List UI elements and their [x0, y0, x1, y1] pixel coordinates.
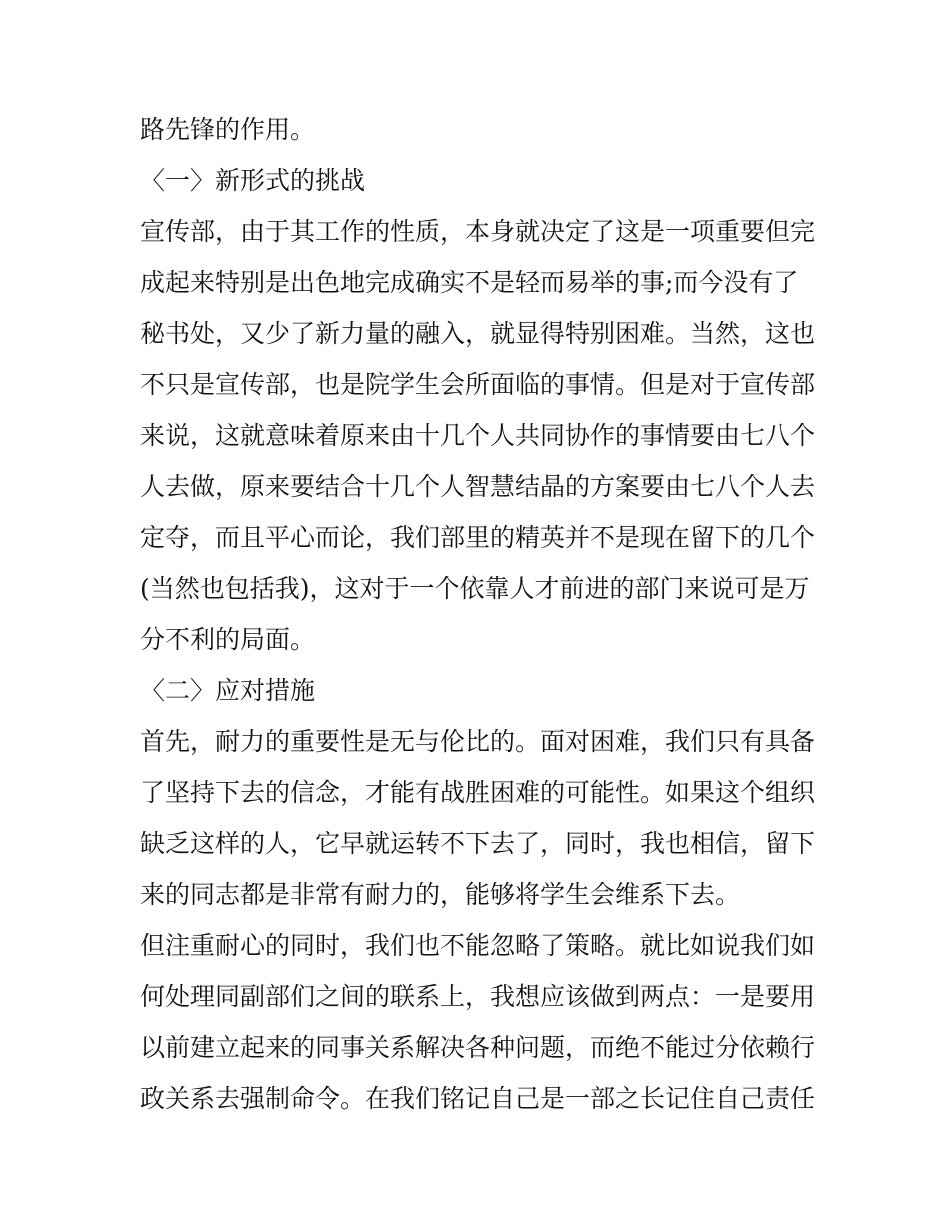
section-heading-2: 〈二〉应对措施 [140, 676, 316, 705]
text-line: 秘书处，又少了新力量的融入，就显得特别困难。当然，这也 [140, 319, 816, 348]
text-line: 缺乏这样的人，它早就运转不下去了，同时，我也相信，留下 [140, 829, 816, 858]
text-line: 成起来特别是出色地完成确实不是轻而易举的事;而今没有了 [140, 268, 799, 297]
text-line: 以前建立起来的同事关系解决各种问题，而绝不能过分依赖行 [140, 1033, 816, 1062]
text-line: 定夺，而且平心而论，我们部里的精英并不是现在留下的几个 [140, 523, 816, 552]
text-line: 来说，这就意味着原来由十几个人共同协作的事情要由七八个 [140, 421, 816, 450]
text-line: 宣传部，由于其工作的性质，本身就决定了这是一项重要但完 [140, 217, 816, 246]
section-heading-1: 〈一〉新形式的挑战 [140, 166, 366, 195]
text-line: 政关系去强制命令。在我们铭记自己是一部之长记住自己责任 [140, 1084, 816, 1113]
text-line: 分不利的局面。 [140, 625, 316, 654]
text-line: 人去做，原来要结合十几个人智慧结晶的方案要由七八个人去 [140, 472, 816, 501]
text-line: 路先锋的作用。 [140, 115, 316, 144]
text-line: (当然也包括我)，这对于一个依靠人才前进的部门来说可是万 [140, 574, 810, 603]
text-line: 来的同志都是非常有耐力的，能够将学生会维系下去。 [140, 880, 741, 909]
text-line: 但注重耐心的同时，我们也不能忽略了策略。就比如说我们如 [140, 931, 816, 960]
text-line: 不只是宣传部，也是院学生会所面临的事情。但是对于宣传部 [140, 370, 816, 399]
text-line: 了坚持下去的信念，才能有战胜困难的可能性。如果这个组织 [140, 778, 816, 807]
text-line: 何处理同副部们之间的联系上，我想应该做到两点：一是要用 [140, 982, 816, 1011]
body-text [140, 104, 820, 1124]
text-line: 首先，耐力的重要性是无与伦比的。面对困难，我们只有具备 [140, 727, 816, 756]
